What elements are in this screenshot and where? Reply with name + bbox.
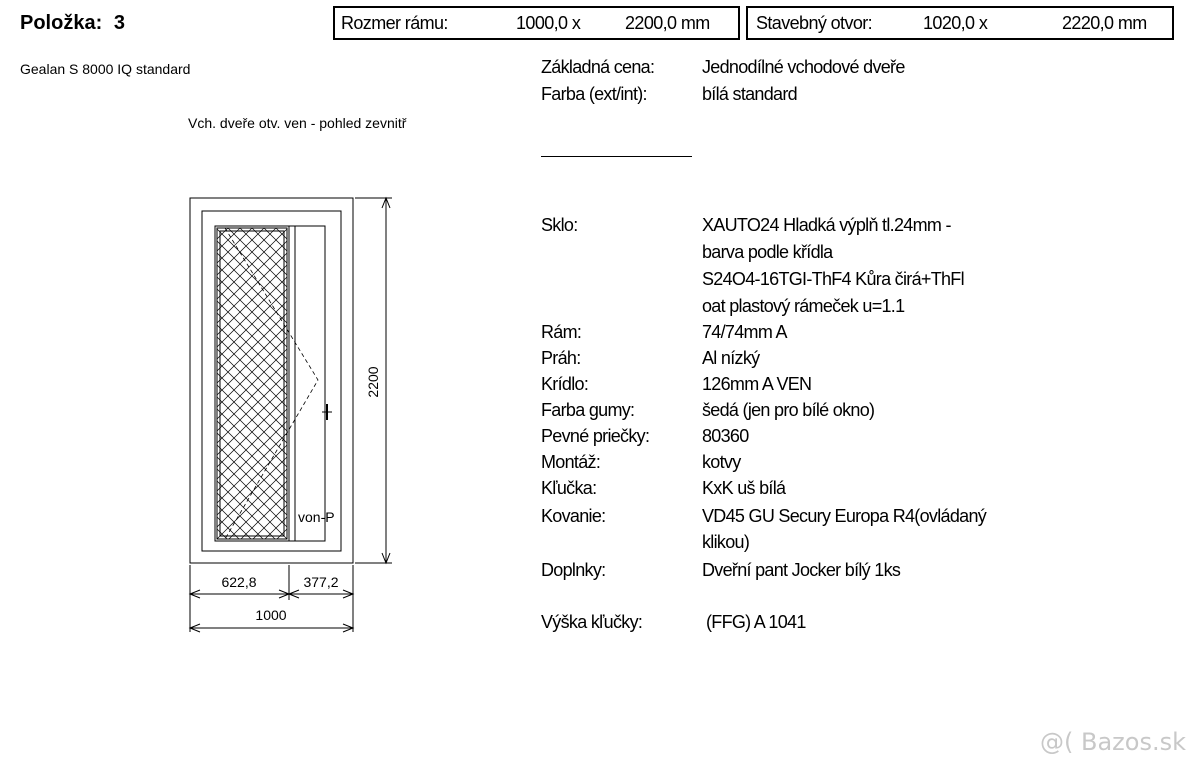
opening-width: 1020,0 x <box>923 12 988 33</box>
mounting-label: Montáž: <box>541 452 601 472</box>
left-part-dim: 622,8 <box>221 574 257 590</box>
product-system: Gealan S 8000 IQ standard <box>20 61 191 77</box>
handle-height-value: (FFG) A 1041 <box>706 612 806 632</box>
total-width-dim: 1000 <box>255 607 287 623</box>
item-number: 3 <box>113 12 125 34</box>
height-dim: 2200 <box>365 366 381 398</box>
accessories-label: Doplnky: <box>541 560 606 580</box>
color-label: Farba (ext/int): <box>541 84 647 104</box>
item-label: Položka: <box>20 12 103 34</box>
view-note: Vch. dveře otv. ven - pohled zevnitř <box>188 115 407 131</box>
threshold-value: Al nízký <box>702 348 760 368</box>
base-price-label: Základná cena: <box>541 57 655 77</box>
mullion-value: 80360 <box>702 426 749 446</box>
frame-width: 1000,0 x <box>516 12 581 33</box>
frame-size-label: Rozmer rámu: <box>341 12 448 33</box>
color-value: bílá standard <box>702 84 797 104</box>
frame-value: 74/74mm A <box>702 322 787 342</box>
glass-line-1: XAUTO24 Hladká výplň tl.24mm - <box>702 215 951 235</box>
fittings-label: Kovanie: <box>541 506 606 526</box>
handle-height-label: Výška kľučky: <box>541 612 643 632</box>
opening-label: Stavebný otvor: <box>756 12 873 33</box>
frame-height: 2200,0 mm <box>625 12 710 33</box>
accessories-value: Dveřní pant Jocker bílý 1ks <box>702 560 901 580</box>
glass-line-4: oat plastový rámeček u=1.1 <box>702 296 905 316</box>
gasket-color-value: šedá (jen pro bílé okno) <box>702 400 875 420</box>
sash-label: Krídlo: <box>541 374 589 394</box>
handle-label: Kľučka: <box>541 478 597 498</box>
glass-line-3: S24O4-16TGI-ThF4 Kůra čirá+ThFl <box>702 269 964 289</box>
fittings-line-1: VD45 GU Secury Europa R4(ovládaný <box>702 506 987 526</box>
opening-mark: von-P <box>298 509 335 525</box>
sash-value: 126mm A VEN <box>702 374 812 394</box>
mounting-value: kotvy <box>702 452 741 472</box>
handle-value: KxK uš bílá <box>702 478 786 498</box>
watermark: @( Bazos.sk <box>1040 728 1186 756</box>
base-price-value: Jednodílné vchodové dveře <box>702 57 905 77</box>
mullion-label: Pevné priečky: <box>541 426 650 446</box>
threshold-label: Práh: <box>541 348 581 368</box>
right-part-dim: 377,2 <box>303 574 339 590</box>
frame-label: Rám: <box>541 322 582 342</box>
fittings-line-2: klikou) <box>702 532 750 552</box>
glass-line-2: barva podle křídla <box>702 242 833 262</box>
glass-label: Sklo: <box>541 215 578 235</box>
gasket-color-label: Farba gumy: <box>541 400 635 420</box>
opening-height: 2220,0 mm <box>1062 12 1147 33</box>
